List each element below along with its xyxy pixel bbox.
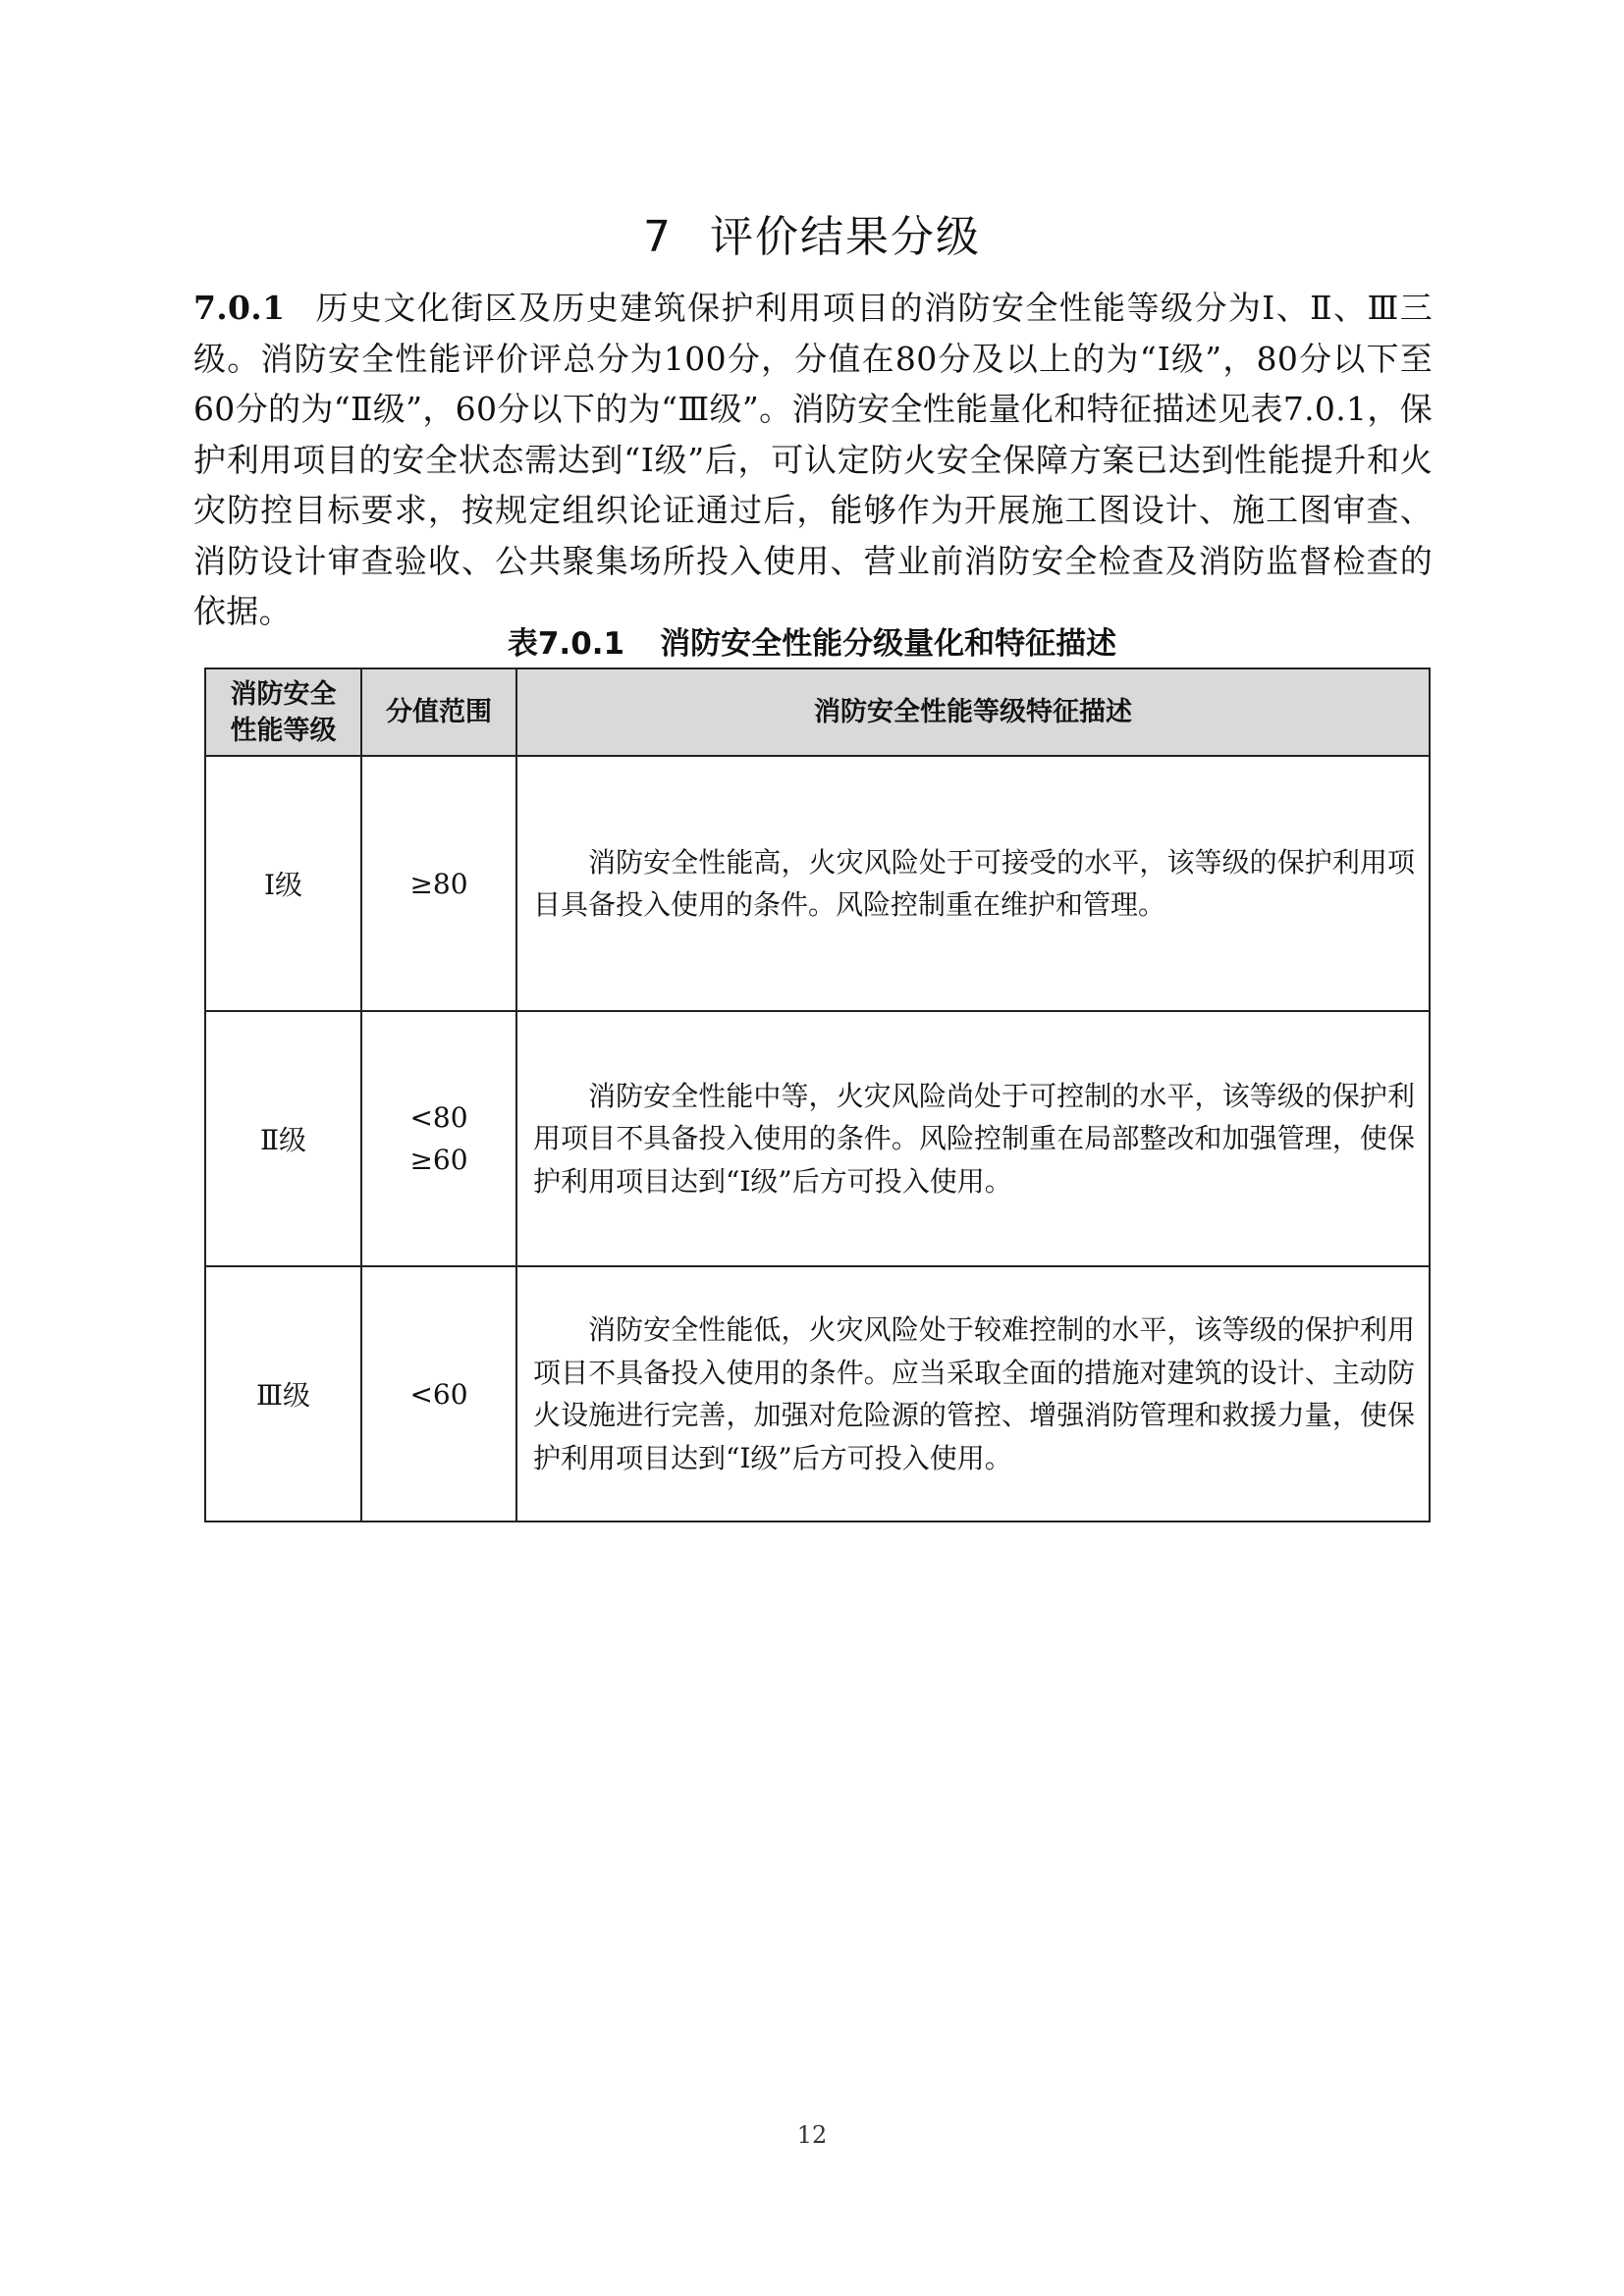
section-heading xyxy=(0,208,1624,267)
description-cell xyxy=(516,756,1430,1011)
range-line: <60 xyxy=(409,1377,468,1411)
table-row xyxy=(205,1011,1430,1266)
header-range: 分值范围 xyxy=(361,668,516,756)
grade-table xyxy=(204,667,1431,1522)
range-cell xyxy=(361,1011,516,1266)
section-title: 评价结果分级 xyxy=(710,212,981,262)
header-grade-line1: 消防安全 xyxy=(230,678,337,710)
range-line: ≥80 xyxy=(409,867,468,900)
description-text: 消防安全性能高，火灾风险处于可接受的水平，该等级的保护利用项目具备投入使用的条件。风险控制重在维护和管理。 xyxy=(533,845,1415,921)
header-description: 消防安全性能等级特征描述 xyxy=(516,668,1430,756)
table-header-row xyxy=(205,668,1430,756)
range-line: <80 xyxy=(409,1101,468,1134)
range-cell xyxy=(361,1266,516,1522)
range-cell xyxy=(361,756,516,1011)
description-text: 消防安全性能低，火灾风险处于较难控制的水平，该等级的保护利用项目不具备投入使用的条件。应当采取全面的措施对建筑的设计、主动防火设施进行完善，加强对危险源的管控、增强消防管理和救援力量，使保护利用项目达到“Ⅰ级”后方可投入使用。 xyxy=(533,1313,1415,1474)
header-grade xyxy=(205,668,361,756)
grade-cell: Ⅱ级 xyxy=(205,1011,361,1266)
clause-paragraph xyxy=(193,283,1433,637)
grade-cell: Ⅲ级 xyxy=(205,1266,361,1522)
header-grade-line2: 性能等级 xyxy=(230,715,337,746)
range-line: ≥60 xyxy=(409,1144,468,1176)
clause-number: 7.0.1 xyxy=(193,289,286,327)
description-cell xyxy=(516,1266,1430,1522)
table-caption xyxy=(0,622,1624,666)
table-row xyxy=(205,1266,1430,1522)
table-caption-number: 表7.0.1 xyxy=(507,626,625,662)
section-number: 7 xyxy=(643,212,673,262)
table-caption-title: 消防安全性能分级量化和特征描述 xyxy=(660,626,1117,662)
table-row xyxy=(205,756,1430,1011)
page-number: 12 xyxy=(796,2121,828,2149)
description-cell xyxy=(516,1011,1430,1266)
grade-cell: Ⅰ级 xyxy=(205,756,361,1011)
description-text: 消防安全性能中等，火灾风险尚处于可控制的水平，该等级的保护利用项目不具备投入使用的条件。风险控制重在局部整改和加强管理，使保护利用项目达到“Ⅰ级”后方可投入使用。 xyxy=(533,1079,1415,1198)
clause-text: 历史文化街区及历史建筑保护利用项目的消防安全性能等级分为Ⅰ、Ⅱ、Ⅲ三级。消防安全性能评价评总分为100分，分值在80分及以上的为“Ⅰ级”，80分以下至60分的为“Ⅱ级”，60分以下的为“Ⅲ级”。消防安全性能量化和特征描述见表7.0.1，保护利用项目的安全状态需达到“Ⅰ级”后，可认定防火安全保障方案已达到性能提升和火灾防控目标要求，按规定组织论证通过后，能够作为开展施工图设计、施工图审查、消防设计审查验收、公共聚集场所投入使用、营业前消防安全检查及消防监督检查的依据。 xyxy=(193,289,1433,630)
